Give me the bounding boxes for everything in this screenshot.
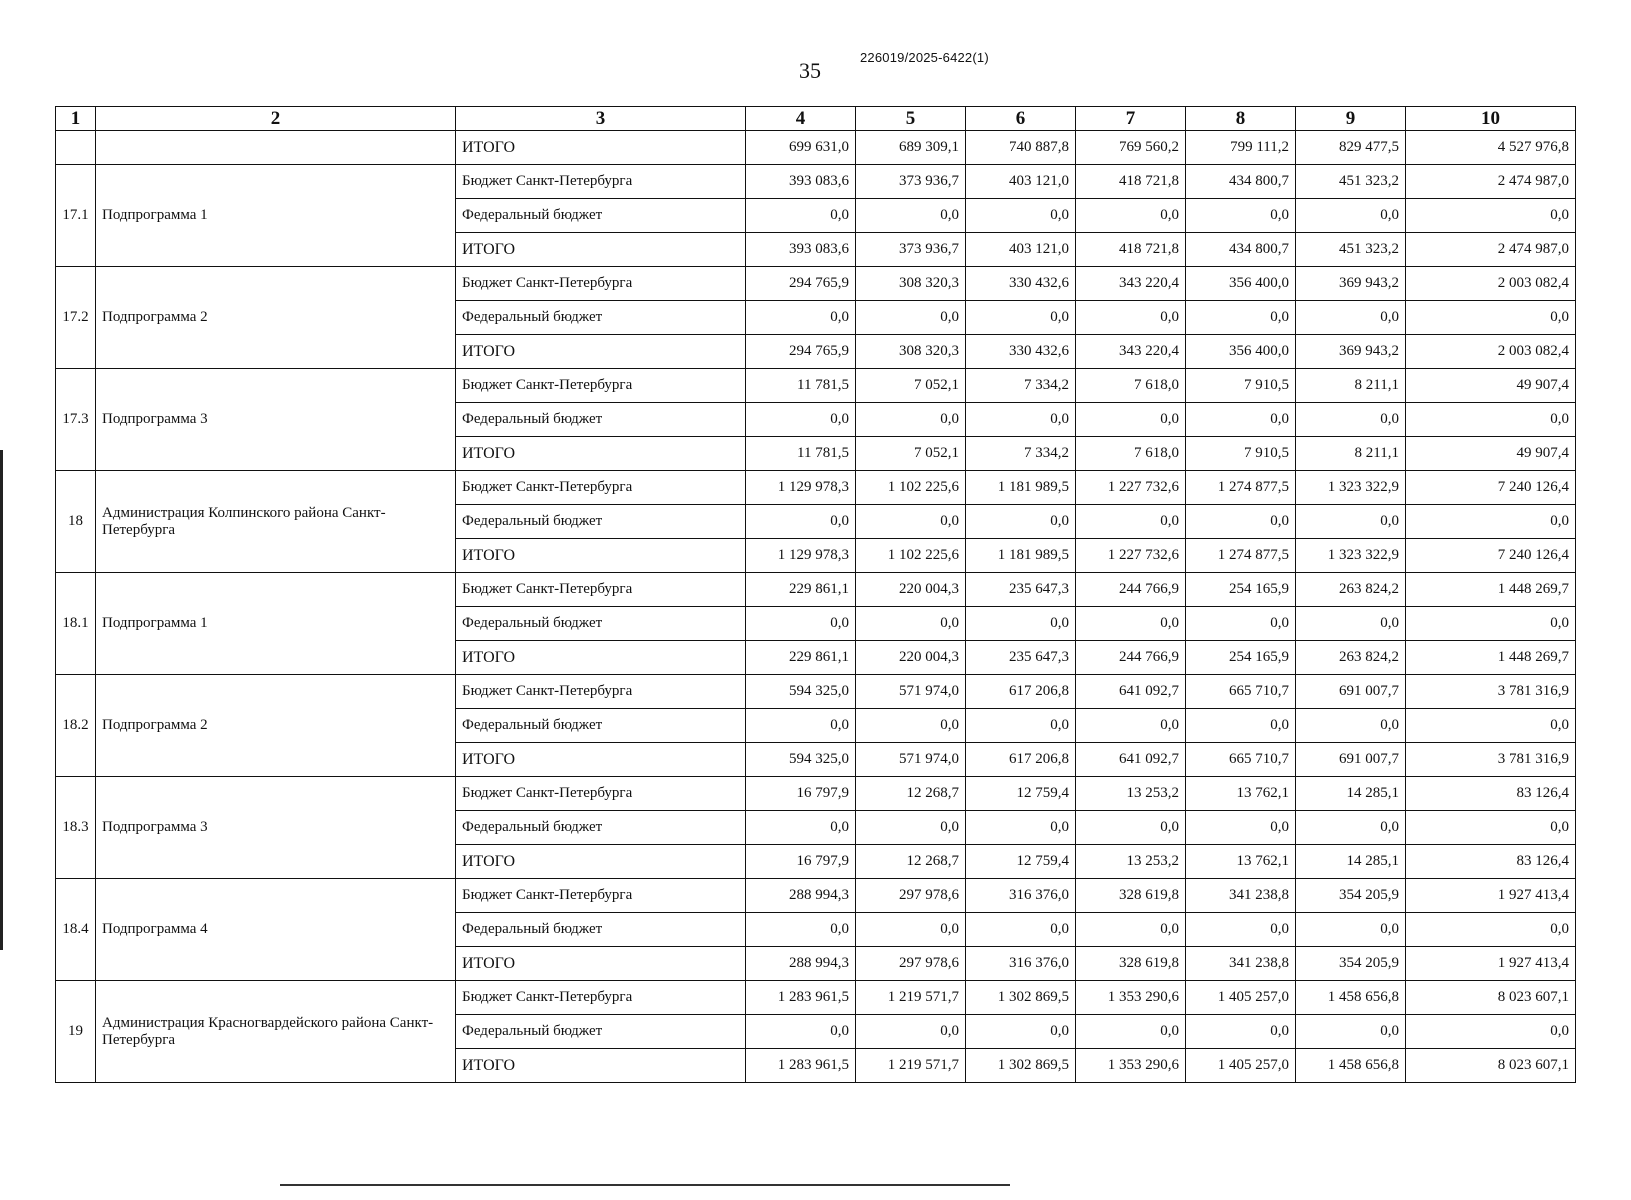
table-body xyxy=(56,131,1576,1083)
value-cell: 665 710,7 xyxy=(1186,743,1296,777)
funding-source-cell: ИТОГО xyxy=(456,845,746,879)
value-cell: 0,0 xyxy=(1186,607,1296,641)
row-name-cell: Подпрограмма 2 xyxy=(96,675,456,777)
value-cell: 244 766,9 xyxy=(1076,573,1186,607)
row-name-cell: Подпрограмма 3 xyxy=(96,777,456,879)
value-cell: 297 978,6 xyxy=(856,947,966,981)
table-row xyxy=(56,471,1576,505)
value-cell: 0,0 xyxy=(1296,199,1406,233)
table-row xyxy=(56,267,1576,301)
value-cell: 7 334,2 xyxy=(966,437,1076,471)
value-cell: 341 238,8 xyxy=(1186,947,1296,981)
value-cell: 0,0 xyxy=(746,1015,856,1049)
funding-source-cell: ИТОГО xyxy=(456,947,746,981)
column-header: 2 xyxy=(96,107,456,131)
value-cell: 691 007,7 xyxy=(1296,743,1406,777)
row-number-cell: 18 xyxy=(56,471,96,573)
value-cell: 0,0 xyxy=(966,811,1076,845)
value-cell: 1 219 571,7 xyxy=(856,981,966,1015)
column-header: 7 xyxy=(1076,107,1186,131)
value-cell: 220 004,3 xyxy=(856,573,966,607)
value-cell: 1 181 989,5 xyxy=(966,471,1076,505)
value-cell: 16 797,9 xyxy=(746,777,856,811)
value-cell: 0,0 xyxy=(1406,1015,1576,1049)
table-row xyxy=(56,165,1576,199)
row-name-cell: Подпрограмма 1 xyxy=(96,165,456,267)
value-cell: 0,0 xyxy=(1076,607,1186,641)
value-cell: 13 253,2 xyxy=(1076,777,1186,811)
row-name-cell: Администрация Красногвардейского района Санкт-Петербурга xyxy=(96,981,456,1083)
value-cell: 1 927 413,4 xyxy=(1406,879,1576,913)
column-header: 4 xyxy=(746,107,856,131)
value-cell: 328 619,8 xyxy=(1076,879,1186,913)
value-cell: 641 092,7 xyxy=(1076,675,1186,709)
funding-source-cell: ИТОГО xyxy=(456,131,746,165)
value-cell: 12 268,7 xyxy=(856,845,966,879)
value-cell: 451 323,2 xyxy=(1296,165,1406,199)
table-row xyxy=(56,369,1576,403)
row-name-cell: Подпрограмма 4 xyxy=(96,879,456,981)
value-cell: 641 092,7 xyxy=(1076,743,1186,777)
value-cell: 434 800,7 xyxy=(1186,233,1296,267)
value-cell: 49 907,4 xyxy=(1406,437,1576,471)
row-number-cell: 17.2 xyxy=(56,267,96,369)
value-cell: 0,0 xyxy=(966,505,1076,539)
value-cell: 393 083,6 xyxy=(746,233,856,267)
value-cell: 343 220,4 xyxy=(1076,335,1186,369)
value-cell: 0,0 xyxy=(1406,913,1576,947)
document-code: 226019/2025-6422(1) xyxy=(860,50,989,65)
value-cell: 0,0 xyxy=(1076,301,1186,335)
value-cell: 235 647,3 xyxy=(966,573,1076,607)
value-cell: 0,0 xyxy=(1296,403,1406,437)
funding-source-cell: ИТОГО xyxy=(456,539,746,573)
value-cell: 263 824,2 xyxy=(1296,641,1406,675)
value-cell: 0,0 xyxy=(1076,199,1186,233)
value-cell: 0,0 xyxy=(746,811,856,845)
value-cell: 829 477,5 xyxy=(1296,131,1406,165)
value-cell: 689 309,1 xyxy=(856,131,966,165)
value-cell: 0,0 xyxy=(1186,301,1296,335)
value-cell: 799 111,2 xyxy=(1186,131,1296,165)
value-cell: 403 121,0 xyxy=(966,165,1076,199)
value-cell: 3 781 316,9 xyxy=(1406,675,1576,709)
value-cell: 308 320,3 xyxy=(856,267,966,301)
value-cell: 83 126,4 xyxy=(1406,777,1576,811)
value-cell: 594 325,0 xyxy=(746,743,856,777)
value-cell: 1 323 322,9 xyxy=(1296,539,1406,573)
value-cell: 0,0 xyxy=(1296,913,1406,947)
value-cell: 0,0 xyxy=(1296,811,1406,845)
value-cell: 0,0 xyxy=(856,199,966,233)
value-cell: 2 003 082,4 xyxy=(1406,267,1576,301)
funding-source-cell: Бюджет Санкт-Петербурга xyxy=(456,471,746,505)
value-cell: 1 274 877,5 xyxy=(1186,471,1296,505)
value-cell: 330 432,6 xyxy=(966,267,1076,301)
value-cell: 1 102 225,6 xyxy=(856,539,966,573)
value-cell: 294 765,9 xyxy=(746,335,856,369)
value-cell: 8 023 607,1 xyxy=(1406,1049,1576,1083)
value-cell: 0,0 xyxy=(1406,403,1576,437)
value-cell: 0,0 xyxy=(1186,811,1296,845)
page-number: 35 xyxy=(799,58,821,83)
value-cell: 14 285,1 xyxy=(1296,845,1406,879)
value-cell: 1 323 322,9 xyxy=(1296,471,1406,505)
value-cell: 0,0 xyxy=(856,505,966,539)
row-name-cell: Администрация Колпинского района Санкт-Петербурга xyxy=(96,471,456,573)
value-cell: 7 618,0 xyxy=(1076,437,1186,471)
value-cell: 0,0 xyxy=(856,301,966,335)
table-row xyxy=(56,573,1576,607)
value-cell: 0,0 xyxy=(1076,505,1186,539)
funding-source-cell: Федеральный бюджет xyxy=(456,811,746,845)
value-cell: 1 353 290,6 xyxy=(1076,1049,1186,1083)
funding-source-cell: Федеральный бюджет xyxy=(456,505,746,539)
value-cell: 373 936,7 xyxy=(856,233,966,267)
value-cell: 288 994,3 xyxy=(746,879,856,913)
value-cell: 0,0 xyxy=(1186,505,1296,539)
table-row-carryover-total xyxy=(56,131,1576,165)
value-cell: 571 974,0 xyxy=(856,743,966,777)
value-cell: 0,0 xyxy=(746,199,856,233)
funding-source-cell: Федеральный бюджет xyxy=(456,1015,746,1049)
funding-source-cell: Федеральный бюджет xyxy=(456,913,746,947)
row-number-cell xyxy=(56,131,96,165)
value-cell: 12 268,7 xyxy=(856,777,966,811)
value-cell: 1 283 961,5 xyxy=(746,981,856,1015)
table-header-row xyxy=(56,107,1576,131)
value-cell: 341 238,8 xyxy=(1186,879,1296,913)
value-cell: 8 211,1 xyxy=(1296,369,1406,403)
table-row xyxy=(56,981,1576,1015)
budget-table xyxy=(55,106,1576,1083)
table-row xyxy=(56,777,1576,811)
row-number-cell: 17.1 xyxy=(56,165,96,267)
value-cell: 13 762,1 xyxy=(1186,845,1296,879)
row-number-cell: 18.2 xyxy=(56,675,96,777)
value-cell: 11 781,5 xyxy=(746,369,856,403)
value-cell: 0,0 xyxy=(966,1015,1076,1049)
value-cell: 14 285,1 xyxy=(1296,777,1406,811)
value-cell: 1 181 989,5 xyxy=(966,539,1076,573)
column-header: 3 xyxy=(456,107,746,131)
value-cell: 0,0 xyxy=(966,403,1076,437)
value-cell: 2 474 987,0 xyxy=(1406,233,1576,267)
value-cell: 0,0 xyxy=(856,607,966,641)
funding-source-cell: Бюджет Санкт-Петербурга xyxy=(456,267,746,301)
column-header: 9 xyxy=(1296,107,1406,131)
value-cell: 0,0 xyxy=(1076,403,1186,437)
value-cell: 1 353 290,6 xyxy=(1076,981,1186,1015)
funding-source-cell: Федеральный бюджет xyxy=(456,199,746,233)
value-cell: 1 129 978,3 xyxy=(746,471,856,505)
value-cell: 571 974,0 xyxy=(856,675,966,709)
column-header: 5 xyxy=(856,107,966,131)
value-cell: 0,0 xyxy=(746,607,856,641)
column-header: 10 xyxy=(1406,107,1576,131)
value-cell: 665 710,7 xyxy=(1186,675,1296,709)
value-cell: 244 766,9 xyxy=(1076,641,1186,675)
scan-edge-line xyxy=(0,450,3,950)
value-cell: 1 274 877,5 xyxy=(1186,539,1296,573)
funding-source-cell: Федеральный бюджет xyxy=(456,709,746,743)
value-cell: 369 943,2 xyxy=(1296,267,1406,301)
funding-source-cell: Бюджет Санкт-Петербурга xyxy=(456,879,746,913)
value-cell: 0,0 xyxy=(966,913,1076,947)
value-cell: 7 052,1 xyxy=(856,437,966,471)
funding-source-cell: Бюджет Санкт-Петербурга xyxy=(456,165,746,199)
row-name-cell: Подпрограмма 3 xyxy=(96,369,456,471)
value-cell: 1 458 656,8 xyxy=(1296,1049,1406,1083)
value-cell: 373 936,7 xyxy=(856,165,966,199)
value-cell: 0,0 xyxy=(966,607,1076,641)
value-cell: 0,0 xyxy=(1296,709,1406,743)
value-cell: 0,0 xyxy=(856,913,966,947)
value-cell: 1 458 656,8 xyxy=(1296,981,1406,1015)
value-cell: 316 376,0 xyxy=(966,947,1076,981)
value-cell: 418 721,8 xyxy=(1076,233,1186,267)
row-number-cell: 18.4 xyxy=(56,879,96,981)
value-cell: 0,0 xyxy=(746,913,856,947)
value-cell: 0,0 xyxy=(966,709,1076,743)
value-cell: 369 943,2 xyxy=(1296,335,1406,369)
value-cell: 354 205,9 xyxy=(1296,879,1406,913)
value-cell: 393 083,6 xyxy=(746,165,856,199)
funding-source-cell: Федеральный бюджет xyxy=(456,301,746,335)
value-cell: 220 004,3 xyxy=(856,641,966,675)
value-cell: 49 907,4 xyxy=(1406,369,1576,403)
funding-source-cell: Бюджет Санкт-Петербурга xyxy=(456,675,746,709)
value-cell: 0,0 xyxy=(966,301,1076,335)
funding-source-cell: Бюджет Санкт-Петербурга xyxy=(456,573,746,607)
column-header: 6 xyxy=(966,107,1076,131)
value-cell: 8 211,1 xyxy=(1296,437,1406,471)
value-cell: 354 205,9 xyxy=(1296,947,1406,981)
funding-source-cell: Федеральный бюджет xyxy=(456,607,746,641)
value-cell: 13 762,1 xyxy=(1186,777,1296,811)
value-cell: 12 759,4 xyxy=(966,777,1076,811)
value-cell: 16 797,9 xyxy=(746,845,856,879)
value-cell: 1 227 732,6 xyxy=(1076,471,1186,505)
value-cell: 8 023 607,1 xyxy=(1406,981,1576,1015)
row-number-cell: 19 xyxy=(56,981,96,1083)
value-cell: 0,0 xyxy=(1186,913,1296,947)
value-cell: 1 927 413,4 xyxy=(1406,947,1576,981)
value-cell: 1 227 732,6 xyxy=(1076,539,1186,573)
row-name-cell: Подпрограмма 2 xyxy=(96,267,456,369)
value-cell: 0,0 xyxy=(1076,811,1186,845)
value-cell: 316 376,0 xyxy=(966,879,1076,913)
value-cell: 0,0 xyxy=(856,811,966,845)
value-cell: 343 220,4 xyxy=(1076,267,1186,301)
value-cell: 229 861,1 xyxy=(746,573,856,607)
column-header: 1 xyxy=(56,107,96,131)
value-cell: 617 206,8 xyxy=(966,743,1076,777)
row-name-cell: Подпрограмма 1 xyxy=(96,573,456,675)
value-cell: 11 781,5 xyxy=(746,437,856,471)
value-cell: 0,0 xyxy=(856,709,966,743)
funding-source-cell: Бюджет Санкт-Петербурга xyxy=(456,981,746,1015)
value-cell: 403 121,0 xyxy=(966,233,1076,267)
value-cell: 699 631,0 xyxy=(746,131,856,165)
value-cell: 12 759,4 xyxy=(966,845,1076,879)
value-cell: 2 474 987,0 xyxy=(1406,165,1576,199)
value-cell: 297 978,6 xyxy=(856,879,966,913)
value-cell: 0,0 xyxy=(1406,607,1576,641)
value-cell: 263 824,2 xyxy=(1296,573,1406,607)
value-cell: 4 527 976,8 xyxy=(1406,131,1576,165)
value-cell: 1 405 257,0 xyxy=(1186,981,1296,1015)
value-cell: 1 448 269,7 xyxy=(1406,641,1576,675)
value-cell: 0,0 xyxy=(1076,709,1186,743)
value-cell: 1 302 869,5 xyxy=(966,981,1076,1015)
value-cell: 294 765,9 xyxy=(746,267,856,301)
funding-source-cell: ИТОГО xyxy=(456,743,746,777)
value-cell: 356 400,0 xyxy=(1186,335,1296,369)
funding-source-cell: Бюджет Санкт-Петербурга xyxy=(456,777,746,811)
funding-source-cell: ИТОГО xyxy=(456,335,746,369)
value-cell: 0,0 xyxy=(1186,199,1296,233)
value-cell: 451 323,2 xyxy=(1296,233,1406,267)
value-cell: 0,0 xyxy=(1076,913,1186,947)
value-cell: 0,0 xyxy=(1296,607,1406,641)
funding-source-cell: Бюджет Санкт-Петербурга xyxy=(456,369,746,403)
value-cell: 229 861,1 xyxy=(746,641,856,675)
value-cell: 7 618,0 xyxy=(1076,369,1186,403)
value-cell: 0,0 xyxy=(746,403,856,437)
value-cell: 1 219 571,7 xyxy=(856,1049,966,1083)
value-cell: 0,0 xyxy=(1296,505,1406,539)
value-cell: 1 405 257,0 xyxy=(1186,1049,1296,1083)
funding-source-cell: ИТОГО xyxy=(456,233,746,267)
value-cell: 0,0 xyxy=(1406,709,1576,743)
value-cell: 254 165,9 xyxy=(1186,573,1296,607)
value-cell: 7 910,5 xyxy=(1186,369,1296,403)
value-cell: 0,0 xyxy=(966,199,1076,233)
column-header: 8 xyxy=(1186,107,1296,131)
value-cell: 330 432,6 xyxy=(966,335,1076,369)
value-cell: 0,0 xyxy=(1186,403,1296,437)
row-number-cell: 17.3 xyxy=(56,369,96,471)
value-cell: 356 400,0 xyxy=(1186,267,1296,301)
funding-source-cell: ИТОГО xyxy=(456,1049,746,1083)
value-cell: 0,0 xyxy=(856,403,966,437)
value-cell: 0,0 xyxy=(746,505,856,539)
value-cell: 83 126,4 xyxy=(1406,845,1576,879)
value-cell: 0,0 xyxy=(1406,199,1576,233)
value-cell: 1 129 978,3 xyxy=(746,539,856,573)
value-cell: 1 448 269,7 xyxy=(1406,573,1576,607)
value-cell: 288 994,3 xyxy=(746,947,856,981)
value-cell: 0,0 xyxy=(1406,811,1576,845)
row-number-cell: 18.1 xyxy=(56,573,96,675)
value-cell: 0,0 xyxy=(746,301,856,335)
funding-source-cell: ИТОГО xyxy=(456,437,746,471)
value-cell: 3 781 316,9 xyxy=(1406,743,1576,777)
value-cell: 308 320,3 xyxy=(856,335,966,369)
table-row xyxy=(56,675,1576,709)
value-cell: 617 206,8 xyxy=(966,675,1076,709)
value-cell: 0,0 xyxy=(1076,1015,1186,1049)
funding-source-cell: ИТОГО xyxy=(456,641,746,675)
value-cell: 7 334,2 xyxy=(966,369,1076,403)
value-cell: 7 240 126,4 xyxy=(1406,539,1576,573)
value-cell: 2 003 082,4 xyxy=(1406,335,1576,369)
value-cell: 0,0 xyxy=(1296,301,1406,335)
value-cell: 235 647,3 xyxy=(966,641,1076,675)
value-cell: 691 007,7 xyxy=(1296,675,1406,709)
value-cell: 0,0 xyxy=(1186,1015,1296,1049)
value-cell: 740 887,8 xyxy=(966,131,1076,165)
value-cell: 769 560,2 xyxy=(1076,131,1186,165)
value-cell: 0,0 xyxy=(1186,709,1296,743)
value-cell: 434 800,7 xyxy=(1186,165,1296,199)
bottom-rule xyxy=(280,1184,1010,1186)
table-row xyxy=(56,879,1576,913)
row-number-cell: 18.3 xyxy=(56,777,96,879)
value-cell: 7 240 126,4 xyxy=(1406,471,1576,505)
value-cell: 418 721,8 xyxy=(1076,165,1186,199)
value-cell: 0,0 xyxy=(856,1015,966,1049)
value-cell: 1 283 961,5 xyxy=(746,1049,856,1083)
value-cell: 594 325,0 xyxy=(746,675,856,709)
value-cell: 7 052,1 xyxy=(856,369,966,403)
value-cell: 13 253,2 xyxy=(1076,845,1186,879)
value-cell: 0,0 xyxy=(1296,1015,1406,1049)
value-cell: 1 302 869,5 xyxy=(966,1049,1076,1083)
value-cell: 7 910,5 xyxy=(1186,437,1296,471)
value-cell: 328 619,8 xyxy=(1076,947,1186,981)
value-cell: 254 165,9 xyxy=(1186,641,1296,675)
row-name-cell xyxy=(96,131,456,165)
value-cell: 0,0 xyxy=(1406,505,1576,539)
value-cell: 0,0 xyxy=(1406,301,1576,335)
funding-source-cell: Федеральный бюджет xyxy=(456,403,746,437)
value-cell: 0,0 xyxy=(746,709,856,743)
value-cell: 1 102 225,6 xyxy=(856,471,966,505)
